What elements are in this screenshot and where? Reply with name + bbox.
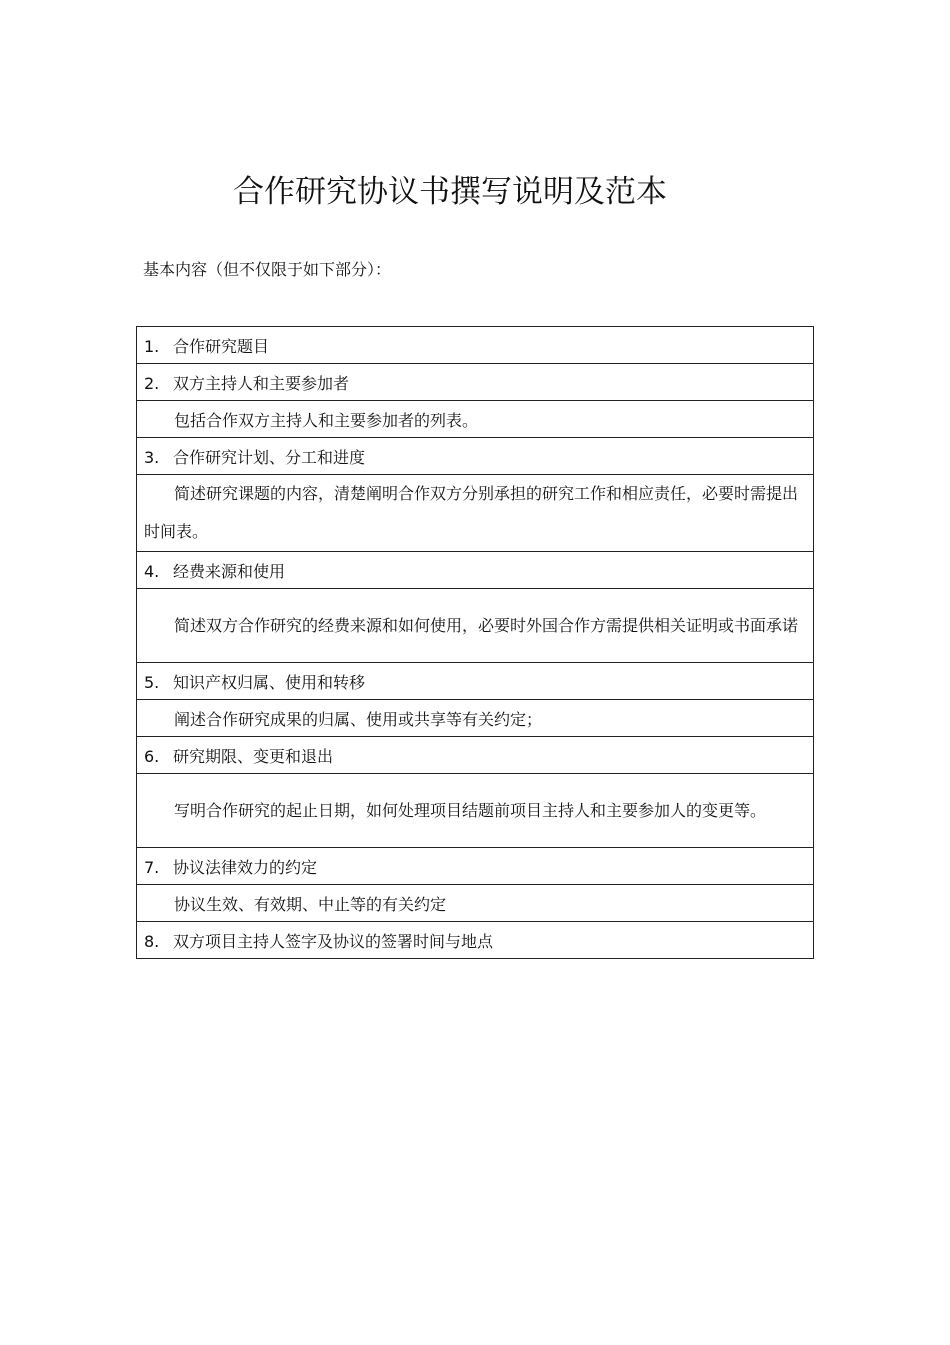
section-number: 6. (144, 746, 160, 766)
section-heading-cell (137, 848, 814, 885)
section-heading: 合作研究计划、分工和进度 (173, 447, 366, 467)
section-description-row-5 (137, 700, 814, 737)
section-description-row-6 (137, 774, 814, 848)
section-heading-cell (137, 663, 814, 700)
section-description: 简述研究课题的内容，清楚阐明合作双方分别承担的研究工作和相应责任，必要时需提出时间表。 (137, 475, 814, 552)
section-heading: 研究期限、变更和退出 (173, 746, 334, 766)
section-number: 7. (144, 857, 160, 877)
section-description-row-4 (137, 589, 814, 663)
section-number: 4. (144, 561, 160, 581)
section-heading: 经费来源和使用 (173, 561, 286, 581)
section-heading-cell (137, 327, 814, 364)
section-description-row-2 (137, 401, 814, 438)
section-description: 包括合作双方主持人和主要参加者的列表。 (137, 401, 814, 438)
section-heading-row-3 (137, 438, 814, 475)
section-number: 3. (144, 447, 160, 467)
section-description-row-3 (137, 475, 814, 552)
section-heading-cell (137, 737, 814, 774)
section-heading-row-2 (137, 364, 814, 401)
section-heading-row-5 (137, 663, 814, 700)
page-title: 合作研究协议书撰写说明及范本 (233, 174, 667, 210)
section-description: 协议生效、有效期、中止等的有关约定 (137, 885, 814, 922)
section-heading-cell (137, 438, 814, 475)
section-description: 简述双方合作研究的经费来源和如何使用，必要时外国合作方需提供相关证明或书面承诺 (137, 589, 814, 663)
section-description: 阐述合作研究成果的归属、使用或共享等有关约定； (137, 700, 814, 737)
section-heading: 双方主持人和主要参加者 (173, 373, 350, 393)
section-heading-cell (137, 364, 814, 401)
section-description-row-7 (137, 885, 814, 922)
section-description: 写明合作研究的起止日期，如何处理项目结题前项目主持人和主要参加人的变更等。 (137, 774, 814, 848)
section-number: 2. (144, 373, 160, 393)
section-heading-row-6 (137, 737, 814, 774)
section-heading-row-4 (137, 552, 814, 589)
section-number: 8. (144, 931, 160, 951)
section-heading: 双方项目主持人签字及协议的签署时间与地点 (173, 931, 494, 951)
section-heading-row-7 (137, 848, 814, 885)
section-heading-row-8 (137, 922, 814, 959)
intro-text: 基本内容（但不仅限于如下部分）： (143, 260, 392, 279)
section-number: 5. (144, 672, 160, 692)
section-number: 1. (144, 336, 160, 356)
section-heading: 合作研究题目 (173, 336, 270, 356)
section-heading: 知识产权归属、使用和转移 (173, 672, 366, 692)
section-heading-row-1 (137, 327, 814, 364)
section-heading: 协议法律效力的约定 (173, 857, 318, 877)
section-heading-cell (137, 922, 814, 959)
content-outline-table (136, 326, 814, 959)
section-heading-cell (137, 552, 814, 589)
